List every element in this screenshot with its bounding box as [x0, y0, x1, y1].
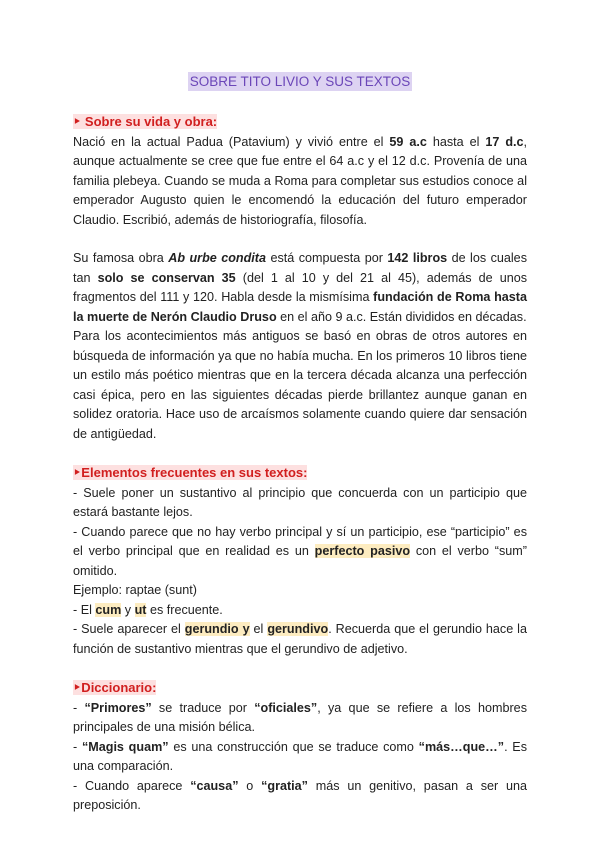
list-item: - Cuando parece que no hay verbo principal y sí un participio, ese “participio” es el verbo principal que en realidad es un perfecto pasivo con el verbo “sum” omitido.	[73, 524, 527, 578]
list-item: - Suele poner un sustantivo al principio que concuerda con un participio que estará bastante lejos.	[73, 485, 527, 519]
section-heading-diccionario: ‣Diccionario:	[73, 680, 157, 695]
list-item: - Suele aparecer el gerundio y el gerundivo. Recuerda que el gerundio hace la función de sustantivo mientras que el gerundivo de adjetivo.	[73, 622, 527, 656]
highlight: cum	[95, 602, 122, 617]
list-item: - “Magis quam” es una construcción que se traduce como “más…que…”. Es una comparación.	[73, 739, 528, 773]
highlight: gerundivo	[267, 622, 329, 636]
page-title: SOBRE TITO LIVIO Y SUS TEXTOS	[189, 74, 411, 89]
highlight: gerundio y	[184, 622, 250, 636]
list-item: - El cum y ut es frecuente.	[73, 602, 223, 617]
list-item: - “Primores” se traduce por “oficiales”, ya que se refiere a los hombres principales de una misión bélica.	[73, 700, 527, 734]
document-body	[73, 112, 527, 816]
section-heading-vida-obra: ‣ Sobre su vida y obra:	[73, 114, 218, 129]
paragraph-obra: Su famosa obra Ab urbe condita está compuesta por 142 libros de los cuales tan solo se conservan 35 (del 1 al 10 y del 21 al 45), además de unos fragmentos del 111 y 120. Habla desde la mismísima fundación de Roma hasta la muerte de Nerón Claudio Druso en el año 9 a.c. Están divididos en décadas.	[73, 251, 527, 324]
page-title-wrap	[0, 72, 600, 93]
highlight: ut	[134, 602, 147, 617]
list-item: Ejemplo: raptae (sunt)	[73, 583, 197, 597]
paragraph-estilo: Para los acontecimientos más antiguos se basó en obras de otros autores en búsqueda de información ya que no había mucha. En los primeros 10 libros tiene un estilo más poético mientras que en la tercera década alcanza una perfección casi épica, pero en las siguientes décadas pierde brillantez aunque ganan en solidez oratoria. Hace uso de arcaísmos solamente cuando quiere dar sensación de antigüedad.	[73, 329, 527, 441]
paragraph-biografia: Nació en la actual Padua (Patavium) y vivió entre el 59 a.c hasta el 17 d.c, aunque actualmente se cree que fue entre el 64 a.c y el 12 d.c. Provenía de una familia plebeya. Cuando se muda a Roma para completar sus estudios conoce al emperador Augusto quien le encomendó la educación del futuro emperador Claudio. Escribió, además de historiografía, filosofía.	[73, 134, 528, 227]
list-item: - Cuando aparece “causa” o “gratia” más un genitivo, pasan a ser una preposición.	[73, 778, 527, 812]
highlight: perfecto pasivo	[314, 544, 411, 558]
section-heading-elementos: ‣Elementos frecuentes en sus textos:	[73, 465, 308, 480]
